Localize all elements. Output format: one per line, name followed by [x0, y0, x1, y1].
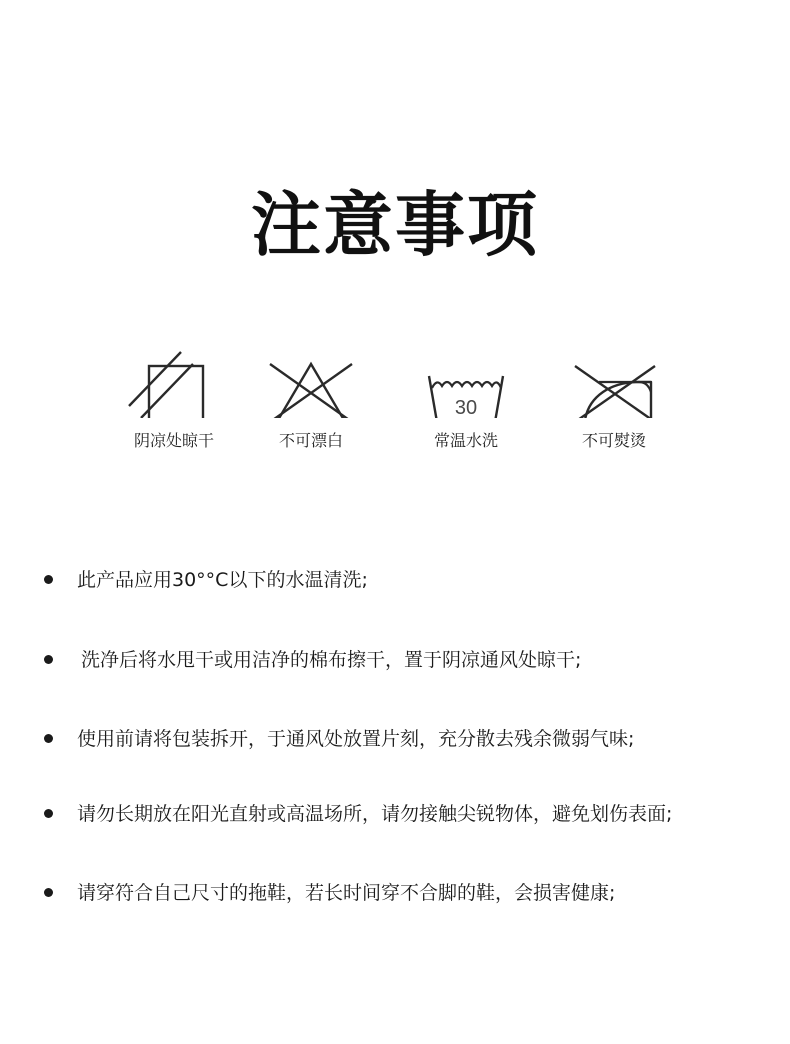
note-text: 洗净后将水甩干或用洁净的棉布擦干，置于阴凉通风处晾干;	[81, 649, 582, 671]
bullet-icon	[44, 575, 53, 584]
bullet-icon	[44, 888, 53, 897]
care-label: 不可熨烫	[581, 431, 646, 450]
bullet-icon	[44, 655, 53, 664]
list-item	[44, 565, 784, 595]
bullet-icon	[44, 734, 53, 743]
page-title: 注意事项	[251, 184, 539, 266]
note-text: 请勿长期放在阳光直射或高温场所，请勿接触尖锐物体，避免划伤表面;	[77, 803, 673, 825]
list-item	[44, 724, 784, 754]
bullet-icon	[44, 809, 53, 818]
care-label: 常温水洗	[433, 431, 498, 450]
care-label: 阴凉处晾干	[133, 431, 214, 450]
note-text: 请穿符合自己尺寸的拖鞋，若长时间穿不合脚的鞋，会损害健康;	[77, 882, 616, 904]
list-item	[44, 799, 784, 829]
note-text: 此产品应用30°°C以下的水温清洗;	[77, 569, 368, 591]
note-text: 使用前请将包装拆开，于通风处放置片刻，充分散去残余微弱气味;	[77, 728, 635, 750]
wash-temperature: 30	[454, 397, 478, 418]
list-item	[44, 645, 784, 675]
care-label: 不可漂白	[278, 431, 343, 450]
list-item	[44, 878, 784, 908]
